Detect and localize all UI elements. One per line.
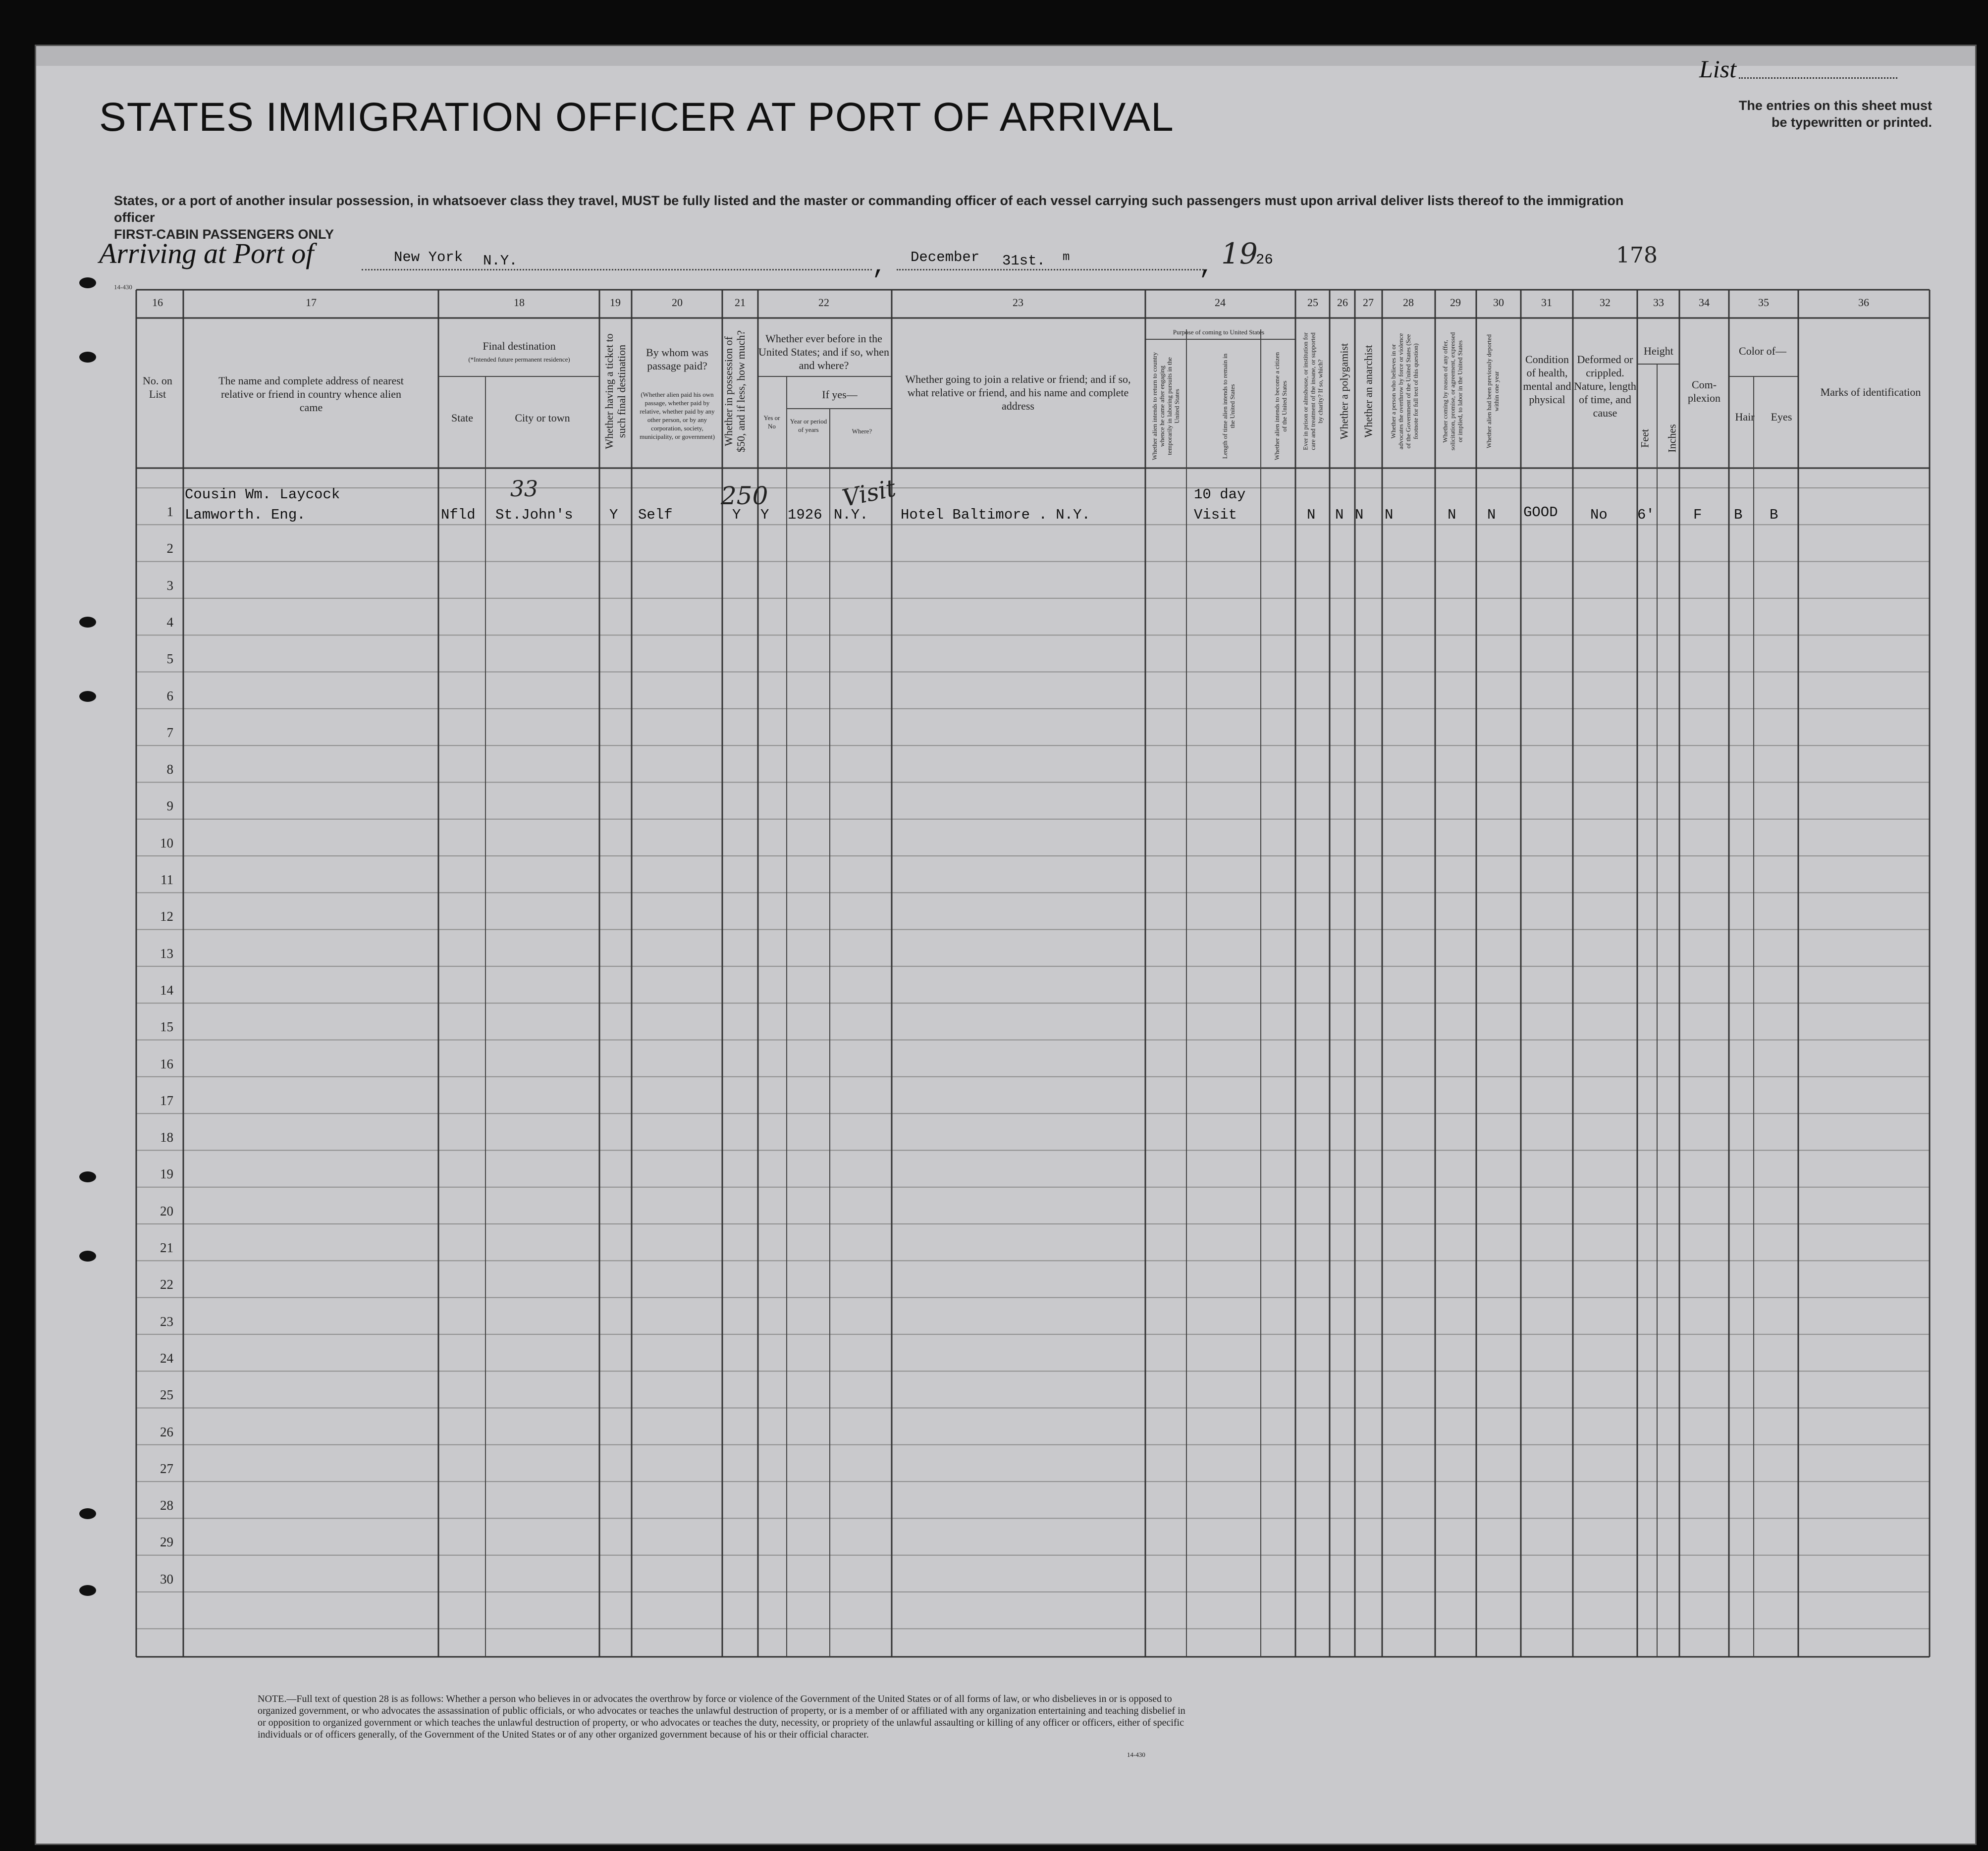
entry-before-yes: Y xyxy=(760,507,769,523)
header-join-relative: Whether going to join a relative or friend; and if so, what relative or friend, and his name and complete address xyxy=(905,373,1131,412)
header-year-period: Year or period of years xyxy=(790,418,827,433)
header-possession: Whether in possession of $50, and if less, how much? xyxy=(722,330,747,453)
entry-offer: N xyxy=(1448,507,1456,523)
header-offer: Whether coming by reason of any offer, solicitation, promise, or agreement, expressed or implied, to labor in the United States xyxy=(1441,332,1464,451)
row-number: 4 xyxy=(166,614,173,630)
header-feet: Feet xyxy=(1638,429,1651,448)
footnote-code: 14-430 xyxy=(1127,1751,1145,1758)
entry-polygamist: N xyxy=(1335,507,1344,523)
column-number: 28 xyxy=(1403,296,1414,309)
port-state: N.Y. xyxy=(483,253,518,269)
row-number: 23 xyxy=(160,1314,173,1329)
header-height: Height xyxy=(1644,345,1673,357)
binding-hole xyxy=(79,277,96,288)
entry-relative-line2: Lamworth. Eng. xyxy=(185,507,306,523)
entry-length-line1: 10 day xyxy=(1194,486,1246,503)
entries-note-line-2: be typewritten or printed. xyxy=(1771,115,1932,130)
binding-hole xyxy=(79,1585,96,1596)
arriving-at-port-label: Arriving at Port of xyxy=(99,237,314,269)
row-number: 2 xyxy=(166,541,173,556)
row-number: 15 xyxy=(160,1019,173,1035)
row-number: 1 xyxy=(166,504,173,519)
entry-health: GOOD xyxy=(1523,504,1558,521)
entry-feet: 6' xyxy=(1637,507,1655,523)
row-number: 16 xyxy=(160,1056,173,1071)
header-passage-paid: By whom was passage paid? xyxy=(646,346,708,372)
row-number: 8 xyxy=(166,762,173,777)
row-number: 29 xyxy=(160,1534,173,1550)
first-cabin-label: FIRST-CABIN PASSENGERS ONLY xyxy=(114,227,334,242)
header-passage-note: (Whether alien paid his own passage, whether paid by relative, whether paid by any other person, or by any corporation, society, municipality, or government) xyxy=(640,391,715,440)
column-number: 20 xyxy=(672,296,683,309)
header-if-yes: If yes— xyxy=(822,388,858,401)
binding-hole xyxy=(79,352,96,363)
row-number: 21 xyxy=(160,1240,173,1255)
row-number: 24 xyxy=(160,1350,173,1366)
binding-hole xyxy=(79,1171,96,1182)
entry-city-annotation: 33 xyxy=(510,476,538,502)
row-number: 19 xyxy=(160,1166,173,1182)
column-number: 16 xyxy=(152,296,163,309)
row-number: 20 xyxy=(160,1203,173,1218)
binding-hole xyxy=(79,617,96,628)
form-code: 14-430 xyxy=(114,283,132,291)
entry-deported: N xyxy=(1487,507,1496,523)
entry-where: N.Y. xyxy=(834,507,868,523)
header-color-of: Color of— xyxy=(1739,345,1786,357)
entry-deformed: No xyxy=(1590,507,1608,523)
column-number: 30 xyxy=(1493,296,1504,309)
column-number: 25 xyxy=(1307,296,1318,309)
header-eyes: Eyes xyxy=(1771,411,1792,423)
arrival-month: December xyxy=(911,249,980,265)
row-number: 7 xyxy=(166,725,173,740)
column-number: 19 xyxy=(610,296,621,309)
header-purpose: Purpose of coming to United States xyxy=(1173,328,1265,336)
list-label: List xyxy=(1699,55,1737,83)
entry-eyes: B xyxy=(1770,507,1778,523)
row-number: 14 xyxy=(160,982,173,998)
row-number: 6 xyxy=(166,688,173,703)
header-health: Condition of health, mental and physical xyxy=(1523,353,1571,406)
date-comma: , xyxy=(1199,253,1214,281)
column-number: 33 xyxy=(1653,296,1664,309)
form-subtitle-line: States, or a port of another insular possession, in whatsoever class they travel, MUST be fully listed and the master or commanding officer of each vessel carrying such passengers must upon arrival deliver lists thereof to the immigration officer xyxy=(114,193,1624,225)
footnote: NOTE.—Full text of question 28 is as follows: Whether a person who believes in or advocates the overthrow by force or violence of the Government of the United States or of all forms of law, or who disbelieves in or is opposed to organized government, or who advocates the assassination of public officials, or who advocates or teaches the unlawful destruction of property, or is a member of or affiliated with any organization entertaining and teaching disbelief in or opposition to organized government or which teaches the unlawful destruction of property, or who advocates or teaches the duty, necessity, or propriety of the unlawful assaulting or killing of any officer or officers, either of specific individuals or of officers generally, of the Government of the United States or of any other organized government because of his or their official character. xyxy=(258,1693,1185,1740)
column-number: 18 xyxy=(514,296,525,309)
entry-year: 1926 xyxy=(788,507,822,523)
entry-state: Nfld xyxy=(441,507,476,523)
column-number: 26 xyxy=(1337,296,1348,309)
row-number: 3 xyxy=(166,578,173,593)
row-number: 10 xyxy=(160,835,173,850)
arrival-day-suffix: m xyxy=(1063,251,1070,264)
entry-anarchist: N xyxy=(1355,507,1364,523)
column-number: 36 xyxy=(1858,296,1869,309)
column-number: 34 xyxy=(1699,296,1710,309)
entry-relative-line1: Cousin Wm. Laycock xyxy=(185,486,340,503)
column-number: 22 xyxy=(818,296,829,309)
entry-visit-hand: Visit xyxy=(840,474,899,513)
row-number: 30 xyxy=(160,1571,173,1587)
column-number: 23 xyxy=(1013,296,1023,309)
entry-ticket: Y xyxy=(609,507,618,523)
header-overthrow: Whether a person who believes in or advocates the overthrow by force or violence of the Government of the United States (See footnote for full text of this question) xyxy=(1390,333,1419,450)
year-suffix: 26 xyxy=(1256,252,1273,268)
port-comma: , xyxy=(872,253,887,281)
header-deformed: Deformed or crippled. Nature, length of time, and cause xyxy=(1574,353,1636,419)
header-deported: Whether alien had been previously deported within one year xyxy=(1485,334,1500,448)
entry-money-hand: 250 xyxy=(721,481,768,510)
port-name: New York xyxy=(394,249,463,265)
binding-hole xyxy=(79,691,96,702)
header-city: City or town xyxy=(515,412,570,424)
header-ever-before: Whether ever before in the United States; and if so, when and where? xyxy=(758,332,889,371)
header-hair: Hair xyxy=(1735,411,1755,423)
arrival-day: 31st. xyxy=(1002,253,1046,269)
binding-hole xyxy=(79,1251,96,1262)
entry-complexion: F xyxy=(1693,507,1702,523)
entry-overthrow: N xyxy=(1385,507,1394,523)
header-complexion: Com- plexion xyxy=(1688,378,1720,404)
row-number: 25 xyxy=(160,1387,173,1403)
column-number: 35 xyxy=(1758,296,1769,309)
header-final-destination-note: (*Intended future permanent residence) xyxy=(468,356,570,363)
entry-hair: B xyxy=(1734,507,1743,523)
binding-hole xyxy=(79,1508,96,1519)
header-nearest-relative: The name and complete address of nearest relative or friend in country whence alien came xyxy=(218,374,404,414)
year-prefix: 19 xyxy=(1221,237,1258,270)
header-purpose-length: Length of time alien intends to remain in the United States xyxy=(1221,353,1236,459)
header-final-destination: Final destination xyxy=(483,340,556,352)
column-number: 32 xyxy=(1600,296,1611,309)
header-where: Where? xyxy=(852,427,872,435)
header-prison: Ever in prison or almshouse, or institution for care and treatment of the insane, or supported by charity? If so, which? xyxy=(1301,332,1324,450)
column-number: 27 xyxy=(1363,296,1374,309)
column-number: 24 xyxy=(1215,296,1226,309)
entry-prison: N xyxy=(1307,507,1316,523)
entries-note-line-1: The entries on this sheet must xyxy=(1738,98,1932,113)
header-inches: Inches xyxy=(1666,424,1678,453)
entry-city: St.John's xyxy=(495,507,573,523)
row-number: 9 xyxy=(166,798,173,814)
header-purpose-return: Whether alien intends to return to country whence he came after engaging temporarily in laboring pursuits in the United States xyxy=(1151,352,1181,461)
row-number: 27 xyxy=(160,1461,173,1476)
row-number: 18 xyxy=(160,1130,173,1145)
entry-paid-by: Self xyxy=(638,507,673,523)
row-number: 11 xyxy=(161,872,173,887)
form-title: STATES IMMIGRATION OFFICER AT PORT OF ARRIVAL xyxy=(99,95,1174,140)
header-ticket: Whether having a ticket to such final destination xyxy=(603,333,628,449)
row-number: 12 xyxy=(160,909,173,924)
column-number: 21 xyxy=(735,296,746,309)
entry-length-line2: Visit xyxy=(1194,507,1237,523)
row-number: 26 xyxy=(160,1424,173,1439)
header-anarchist: Whether an anarchist xyxy=(1362,345,1375,438)
header-state: State xyxy=(451,412,473,424)
entry-join: Hotel Baltimore . N.Y. xyxy=(901,507,1090,523)
column-number: 17 xyxy=(306,296,317,309)
header-marks: Marks of identification xyxy=(1820,386,1921,398)
row-number: 28 xyxy=(160,1498,173,1513)
row-number: 5 xyxy=(166,651,173,667)
entry-money: Y xyxy=(732,507,741,523)
row-number: 22 xyxy=(160,1277,173,1292)
row-number: 13 xyxy=(160,946,173,961)
header-polygamist: Whether a polygamist xyxy=(1338,343,1350,440)
header-yes-no: Yes or No xyxy=(763,414,780,430)
header-purpose-citizen: Whether alien intends to become a citizen of the United States xyxy=(1273,352,1288,461)
column-number: 29 xyxy=(1450,296,1461,309)
row-number: 17 xyxy=(160,1093,173,1108)
page-number: 178 xyxy=(1616,243,1658,268)
column-number: 31 xyxy=(1541,296,1552,309)
header-no-on-list: No. on List xyxy=(143,374,172,400)
